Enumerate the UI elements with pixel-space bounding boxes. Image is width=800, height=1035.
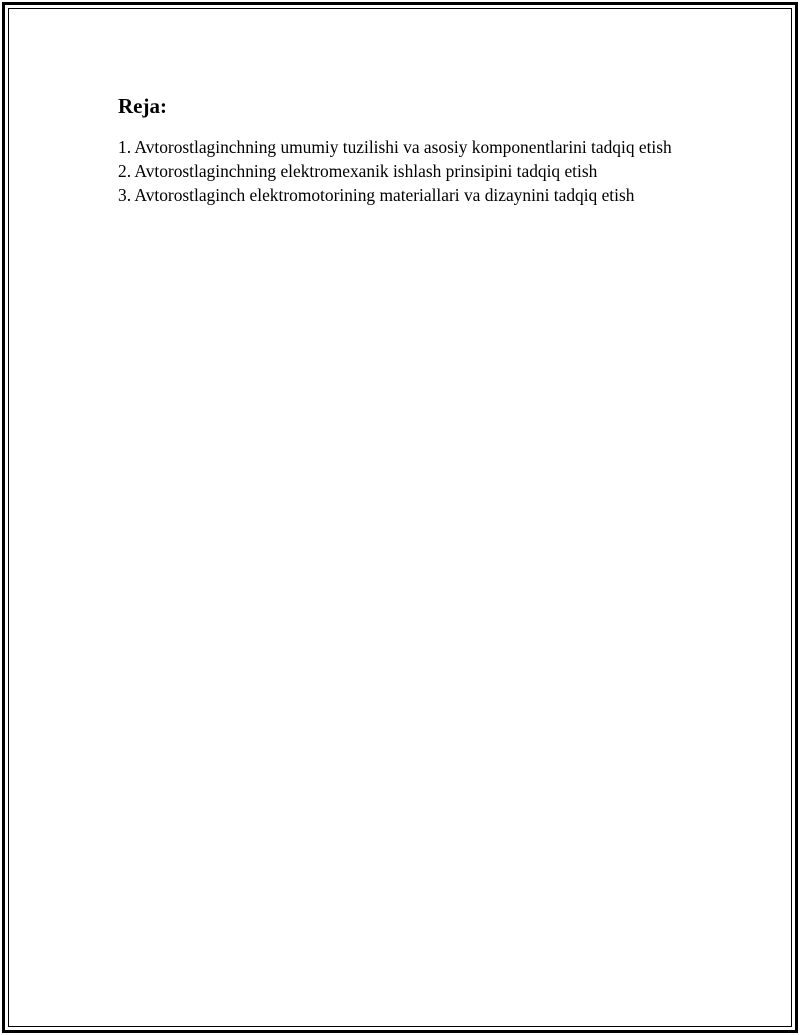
plan-item-2: 2. Avtorostlaginchning elektromexanik ishlash prinsipini tadqiq etish bbox=[118, 161, 598, 181]
plan-list bbox=[118, 135, 678, 207]
document-body bbox=[118, 94, 678, 207]
plan-item-3: 3. Avtorostlaginch elektromotorining materiallari va dizaynini tadqiq etish bbox=[118, 185, 635, 205]
plan-item-1: 1. Avtorostlaginchning umumiy tuzilishi va asosiy komponentlarini tadqiq etish bbox=[118, 137, 672, 157]
plan-heading: Reja: bbox=[118, 94, 167, 118]
